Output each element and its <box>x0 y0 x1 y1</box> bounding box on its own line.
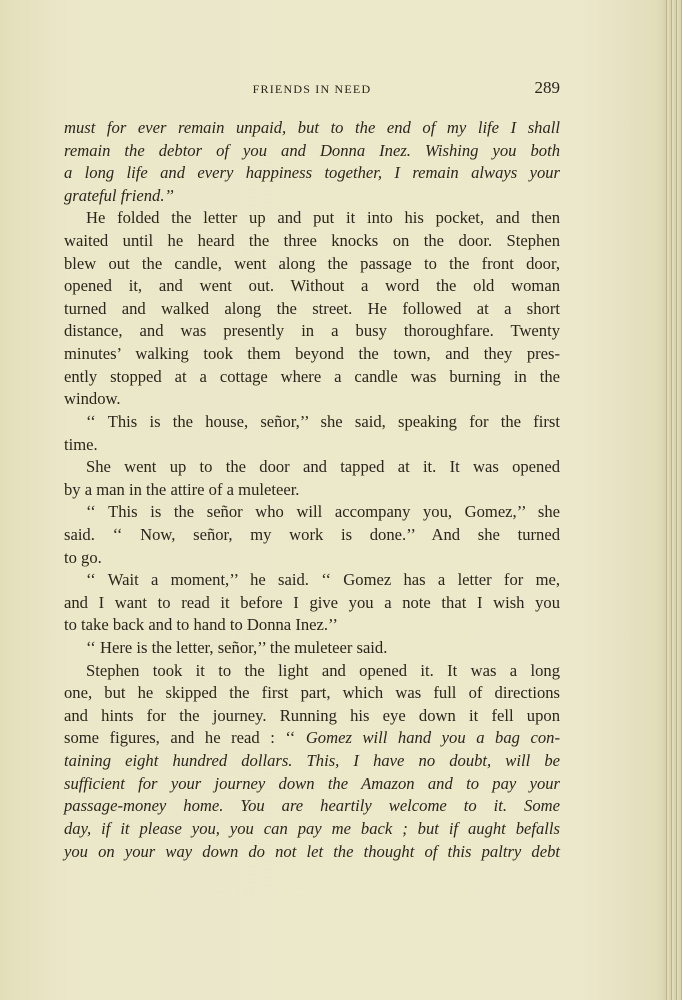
text-line <box>64 750 560 773</box>
text-segment: passage-money home. You are heartily welcome to it. Some <box>64 796 560 816</box>
text-line <box>64 185 560 208</box>
text-line <box>64 388 560 411</box>
text-line <box>64 275 560 298</box>
text-segment: ‘‘ Here is the letter, señor,’’ the muleteer said. <box>86 638 388 658</box>
page-edge <box>664 0 682 1000</box>
text-line <box>64 841 560 864</box>
text-segment: ently stopped at a cottage where a candle was burning in the <box>64 366 560 386</box>
text-segment: and I want to read it before I give you a note that I wish you <box>64 592 560 612</box>
text-line <box>64 411 560 434</box>
text-segment: some figures, and he read : ‘‘ <box>64 728 306 748</box>
text-segment: sufficient for your journey down the Amazon and to pay your <box>64 773 560 793</box>
text-line <box>64 298 560 321</box>
text-segment: ‘‘ This is the house, señor,’’ she said, speaking for the first <box>86 411 560 431</box>
text-segment: to go. <box>64 547 102 567</box>
text-segment: distance, and was presently in a busy thoroughfare. Twenty <box>64 321 560 341</box>
text-line <box>64 818 560 841</box>
page-header <box>64 80 560 100</box>
text-line <box>64 592 560 615</box>
text-segment: opened it, and went out. Without a word the old woman <box>64 276 560 296</box>
text-line <box>64 547 560 570</box>
text-segment: a long life and every happiness together, I remain always your <box>64 163 560 183</box>
text-line <box>64 773 560 796</box>
text-segment: Gomez will hand you a bag con- <box>305 728 560 748</box>
text-line <box>64 524 560 547</box>
text-line <box>64 434 560 457</box>
text-line <box>64 705 560 728</box>
text-line <box>64 253 560 276</box>
page-number: 289 <box>534 78 560 97</box>
text-segment: to take back and to hand to Donna Inez.’’ <box>64 615 338 635</box>
text-line <box>64 456 560 479</box>
text-line <box>64 637 560 660</box>
text-segment: you on your way down do not let the thought of this paltry debt <box>64 841 560 861</box>
text-segment: one, but he skipped the first part, which was full of directions <box>64 683 560 703</box>
text-segment: grateful friend.’’ <box>64 185 174 205</box>
text-segment: said. ‘‘ Now, señor, my work is done.’’ And she turned <box>64 524 560 544</box>
text-segment: ‘‘ Wait a moment,’’ he said. ‘‘ Gomez has a letter for me, <box>86 570 560 590</box>
text-segment: by a man in the attire of a muleteer. <box>64 479 300 499</box>
text-line <box>64 614 560 637</box>
text-segment: turned and walked along the street. He followed at a short <box>64 298 560 318</box>
text-line <box>64 140 560 163</box>
text-segment: remain the debtor of you and Donna Inez. Wishing you both <box>64 140 560 160</box>
running-title: FRIENDS IN NEED <box>252 82 372 96</box>
text-segment: and hints for the journey. Running his eye down it fell upon <box>64 705 560 725</box>
text-line <box>64 682 560 705</box>
text-line <box>64 660 560 683</box>
text-segment: ‘‘ This is the señor who will accompany you, Gomez,’’ she <box>86 502 560 522</box>
text-line <box>64 366 560 389</box>
text-segment: time. <box>64 434 98 454</box>
text-segment: window. <box>64 389 121 409</box>
text-segment: Stephen took it to the light and opened it. It was a long <box>86 660 560 680</box>
text-line <box>64 501 560 524</box>
text-line <box>64 479 560 502</box>
text-line <box>64 207 560 230</box>
text-segment: day, if it please you, you can pay me back ; but if aught befalls <box>64 818 560 838</box>
text-line <box>64 230 560 253</box>
text-line <box>64 795 560 818</box>
text-segment: blew out the candle, went along the passage to the front door, <box>64 253 560 273</box>
text-line <box>64 727 560 750</box>
text-line <box>64 117 560 140</box>
text-line <box>64 569 560 592</box>
text-segment: minutes’ walking took them beyond the town, and they pres- <box>64 344 560 364</box>
text-line <box>64 320 560 343</box>
body-text <box>64 117 560 863</box>
text-segment: waited until he heard the three knocks on the door. Stephen <box>64 231 560 251</box>
text-line <box>64 162 560 185</box>
text-segment: She went up to the door and tapped at it. It was opened <box>86 457 560 477</box>
text-line <box>64 343 560 366</box>
text-segment: He folded the letter up and put it into his pocket, and then <box>86 208 560 228</box>
text-segment: must for ever remain unpaid, but to the end of my life I shall <box>64 118 560 137</box>
text-segment: taining eight hundred dollars. This, I have no doubt, will be <box>64 751 560 771</box>
